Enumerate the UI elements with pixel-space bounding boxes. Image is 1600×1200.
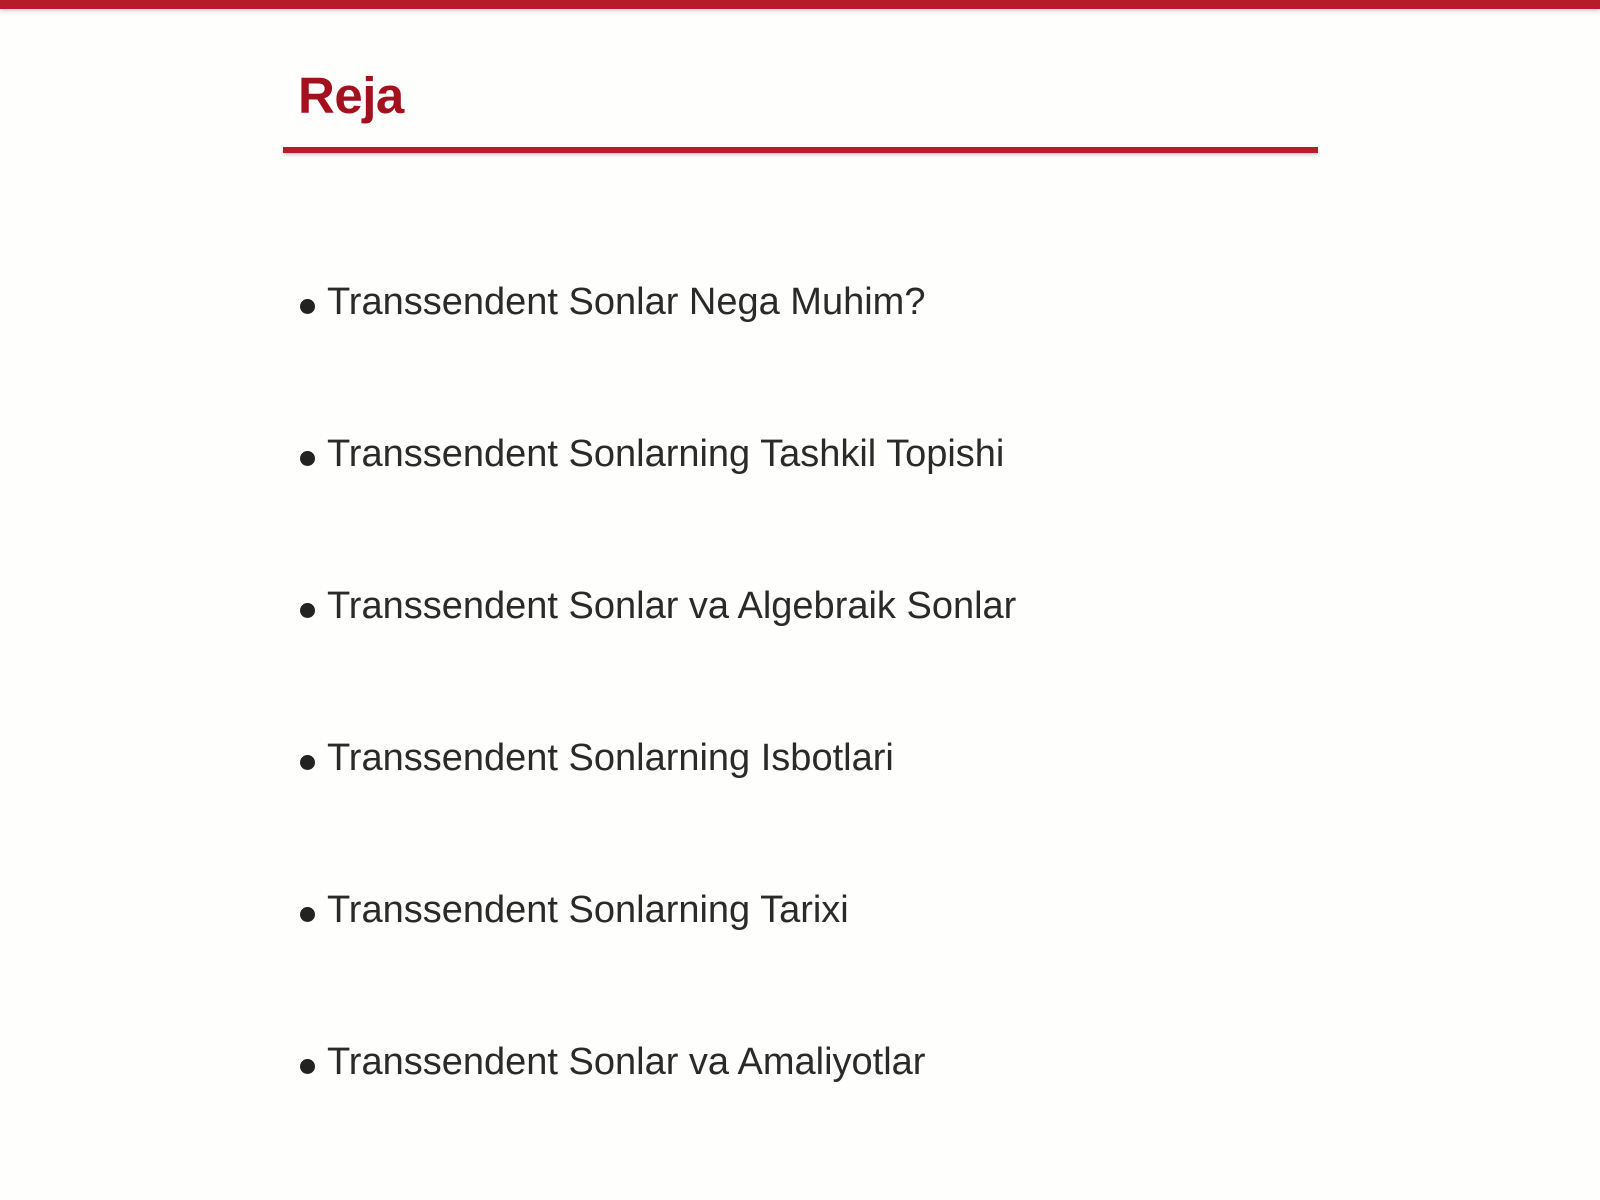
list-item <box>300 280 1016 432</box>
bullet-icon <box>300 1059 315 1074</box>
title-underline <box>283 147 1318 153</box>
bullet-icon <box>300 299 315 314</box>
list-item <box>300 888 1016 1040</box>
list-item <box>300 584 1016 736</box>
bullet-icon <box>300 451 315 466</box>
list-item-text: Transsendent Sonlarning Tashkil Topishi <box>327 433 1005 475</box>
list-item-text: Transsendent Sonlar va Amaliyotlar <box>327 1041 926 1083</box>
list-item <box>300 1040 1016 1192</box>
list-item-text: Transsendent Sonlar va Algebraik Sonlar <box>327 585 1017 627</box>
outline-list <box>300 280 1016 1192</box>
slide-title: Reja <box>298 67 404 124</box>
bullet-icon <box>300 755 315 770</box>
list-item <box>300 432 1016 584</box>
top-accent-bar <box>0 0 1600 9</box>
list-item-text: Transsendent Sonlar Nega Muhim? <box>327 281 926 323</box>
bullet-icon <box>300 907 315 922</box>
list-item-text: Transsendent Sonlarning Tarixi <box>327 889 849 931</box>
list-item-text: Transsendent Sonlarning Isbotlari <box>327 737 894 779</box>
bullet-icon <box>300 603 315 618</box>
list-item <box>300 736 1016 888</box>
